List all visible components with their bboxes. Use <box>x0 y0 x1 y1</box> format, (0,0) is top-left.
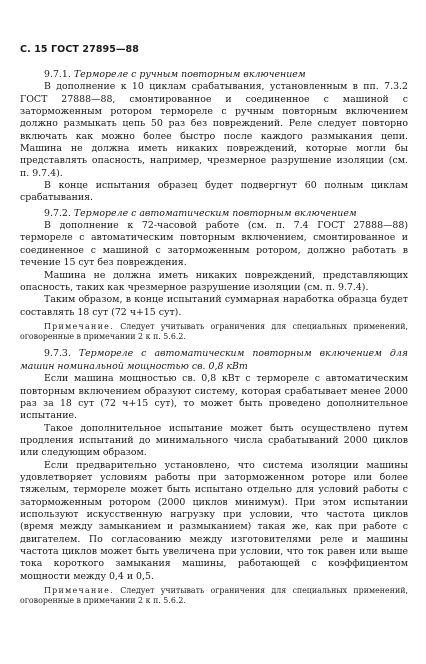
section-9-7-1-heading <box>20 69 408 81</box>
note-text: Следует учитывать ограничения для специальных применений, оговоренные в примечании 2 к п. 5.6.2. <box>20 586 408 606</box>
paragraph: Если предварительно установлено, что система изоляции машины удовлетворяет условиям работы при заторможенном роторе или более тяжелым, термореле может быть испытано отдельно для условий работы с заторможенным ротором (2000 циклов минимум). При этом испытании используют искусственную нагрузку при условии, что частота циклов (время между замыканием и размыканием) такая же, как при работе с двигателем. По согласованию между изготовителями реле и машины частота циклов может быть увеличена при условии, что ток равен или выше тока короткого замыкания машины, работающей с коэффициентом мощности между 0,4 и 0,5. <box>20 459 408 582</box>
note <box>20 586 408 607</box>
section-number: 9.7.2. <box>44 207 71 219</box>
note-label: Примечание. <box>44 586 114 595</box>
paragraph: В дополнение к 10 циклам срабатывания, установленным в пп. 7.3.2 ГОСТ 27888—88, смонтированное и соединенное с машиной с заторможенным ротором термореле с ручным повторным включением должно размыкать цепь 50 раз без повреждений. Реле следует повторно включать как можно более быстро после каждого размыкания цепи. Машина не должна иметь никаких повреждений, которые могли бы представлять опасность, например, чрезмерное разрушение изоляции (см. п. 9.7.4). <box>20 81 408 179</box>
section-9-7-2-heading <box>20 208 408 220</box>
section-9-7-3-heading <box>20 348 408 373</box>
note <box>20 322 408 343</box>
section-title: Термореле с автоматическим повторным включением <box>73 207 357 219</box>
paragraph: В дополнение к 72-часовой работе (см. п. 7.4 ГОСТ 27888—88) термореле с автоматическим повторным включением, смонтированное и соединенное с машиной с заторможенным ротором, должно работать в течение 15 сут без повреждения. <box>20 220 408 269</box>
document-body <box>20 66 408 613</box>
paragraph: В конце испытания образец будет подвергнут 60 полным циклам срабатывания. <box>20 180 408 204</box>
paragraph: Таким образом, в конце испытаний суммарная наработка образца будет составлять 18 сут (72 ч+15 сут). <box>20 294 408 318</box>
page-header: С. 15 ГОСТ 27895—88 <box>20 44 139 55</box>
section-number: 9.7.1. <box>44 69 71 80</box>
note-text: Следует учитывать ограничения для специальных применений, оговоренные в примечании 2 к п. 5.6.2. <box>20 321 408 342</box>
section-title: Термореле с ручным повторным включением <box>73 69 306 80</box>
paragraph: Машина не должна иметь никаких повреждений, представляющих опасность, таких как чрезмерное разрушение изоляции (см. п. 9.7.4). <box>20 269 408 293</box>
note-label: Примечание. <box>44 321 114 331</box>
paragraph: Если машина мощностью св. 0,8 кВт с термореле с автоматическим повторным включением образуют систему, которая срабатывает менее 2000 раз за 18 сут (72 ч+15 сут), то может быть проведено дополнительное испытание. <box>20 373 408 422</box>
section-title: Термореле с автоматическим повторным включением для машин номинальной мощностью св. 0,8 кВт <box>20 348 408 372</box>
paragraph: Такое дополнительное испытание может быть осуществлено путем продления испытаний до минимального числа срабатываний 2000 циклов или следующим образом. <box>20 422 408 459</box>
section-number: 9.7.3. <box>44 348 71 360</box>
